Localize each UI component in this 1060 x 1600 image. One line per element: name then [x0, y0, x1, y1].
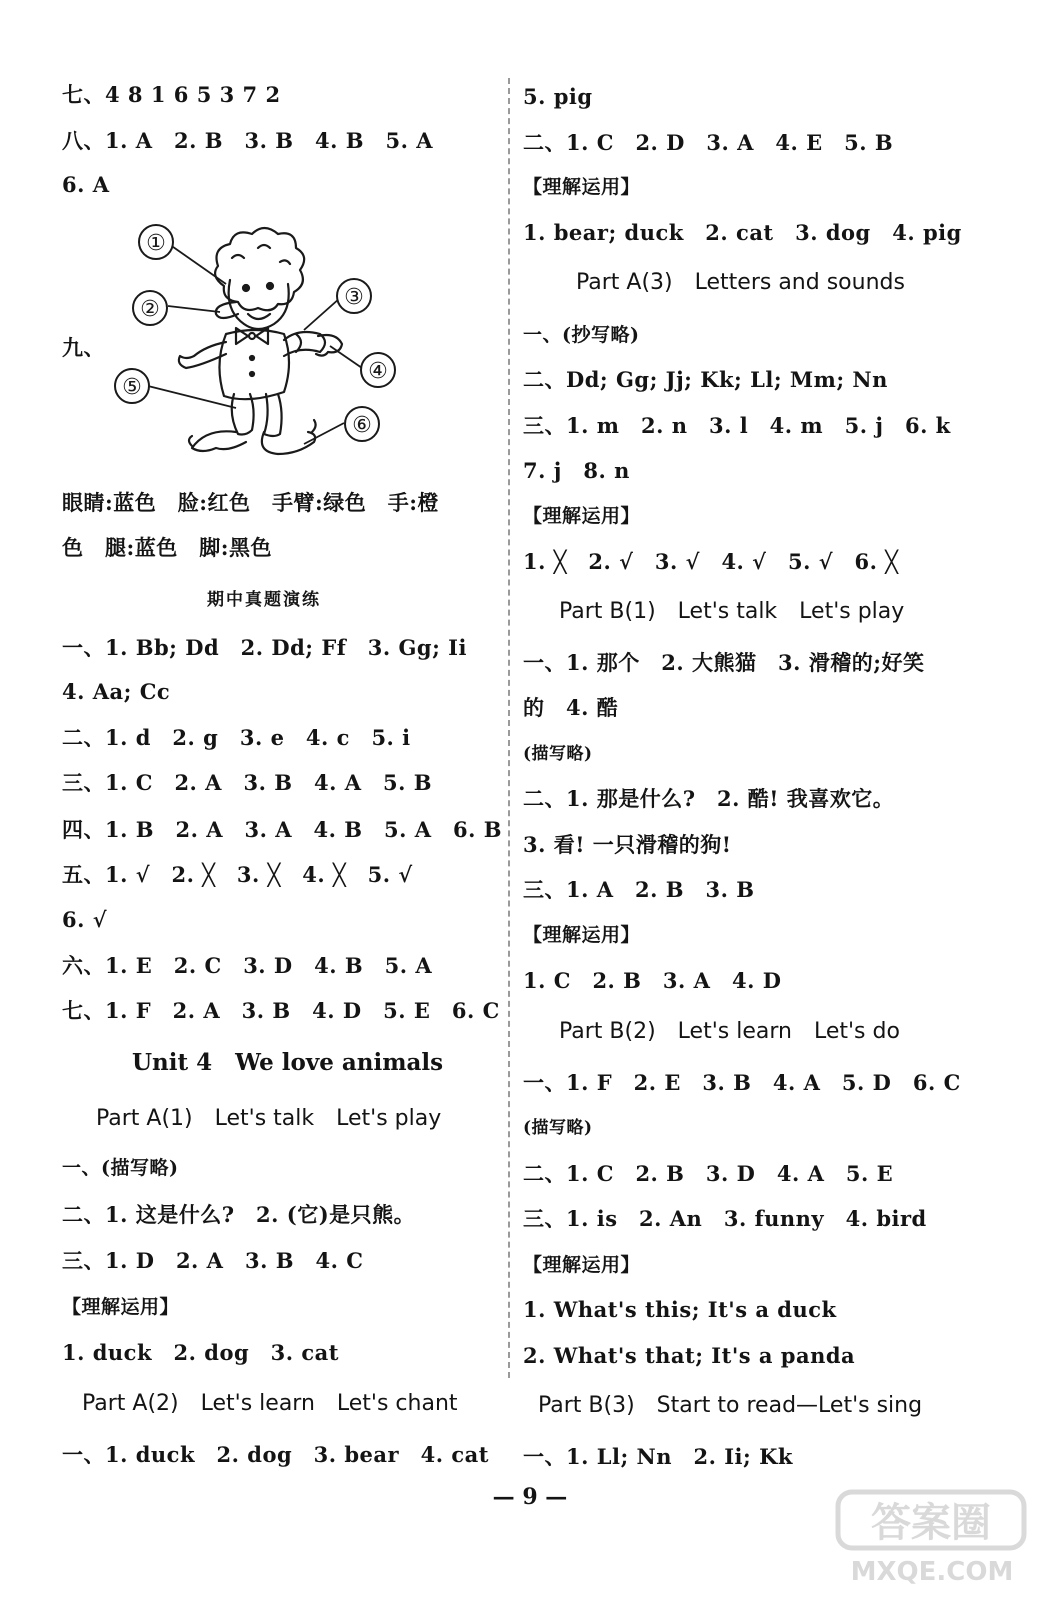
figure-label-1: ①: [146, 231, 166, 256]
answer-line: 三、1. C 2. A 3. B 4. A 5. B: [62, 770, 432, 795]
answer-line: 二、1. C 2. B 3. D 4. A 5. E: [523, 1161, 894, 1186]
answer-line: 六、1. E 2. C 3. D 4. B 5. A: [62, 953, 433, 978]
answer-line: 七、1. F 2. A 3. B 4. D 5. E 6. C: [62, 998, 500, 1023]
answer-line: 4. Aa; Cc: [62, 679, 171, 704]
answer-line: 1. bear; duck 2. cat 3. dog 4. pig: [523, 220, 962, 245]
answer-line: 一、1. F 2. E 3. B 4. A 5. D 6. C: [523, 1070, 961, 1095]
section-title: 期中真题演练: [207, 590, 321, 610]
part-heading: Part A(3) Letters and sounds: [576, 270, 905, 295]
answer-line: 1. ╳ 2. √ 3. √ 4. √ 5. √ 6. ╳: [523, 549, 899, 574]
answer-line: (描写略): [523, 1118, 593, 1138]
watermark-logo: [832, 1488, 1032, 1588]
part-heading: Part B(3) Start to read—Let's sing: [538, 1393, 923, 1418]
answer-line: 二、1. 这是什么? 2. (它)是只熊。: [62, 1202, 416, 1227]
column-divider: [508, 78, 510, 1378]
answer-line: 一、1. Bb; Dd 2. Dd; Ff 3. Gg; Ii: [62, 635, 467, 660]
answer-line: 二、1. 那是什么? 2. 酷! 我喜欢它。: [523, 786, 895, 811]
answer-line: 一、(抄写略): [523, 324, 640, 346]
answer-line: 八、1. A 2. B 3. B 4. B 5. A: [62, 128, 434, 153]
figure-label-4: ④: [368, 359, 388, 384]
figure-label-5: ⑤: [122, 375, 142, 400]
answer-line: 2. What's that; It's a panda: [523, 1343, 856, 1368]
answer-line: 1. C 2. B 3. A 4. D: [523, 968, 782, 993]
answer-line: 七、4 8 1 6 5 3 7 2: [62, 82, 281, 107]
answer-line: 眼睛:蓝色 脸:红色 手臂:绿色 手:橙: [62, 490, 440, 515]
section-label: 【理解运用】: [523, 924, 641, 946]
answer-line: 5. pig: [523, 84, 593, 109]
answer-line: 一、1. 那个 2. 大熊猫 3. 滑稽的;好笑: [523, 650, 925, 675]
answer-line: 1. duck 2. dog 3. cat: [62, 1340, 339, 1365]
figure-label-3: ③: [344, 285, 364, 310]
part-heading: Part A(1) Let's talk Let's play: [96, 1106, 442, 1131]
answer-line: 1. What's this; It's a duck: [523, 1297, 837, 1322]
answer-line: (描写略): [523, 744, 593, 764]
answer-line: 6. A: [62, 172, 110, 197]
answer-line: 四、1. B 2. A 3. A 4. B 5. A 6. B: [62, 817, 503, 842]
puppet-illustration: [108, 218, 408, 468]
answer-line: 三、1. A 2. B 3. B: [523, 877, 755, 902]
page-number: — 9 —: [492, 1484, 568, 1510]
part-heading: Part A(2) Let's learn Let's chant: [82, 1391, 458, 1416]
answer-line: 一、(描写略): [62, 1157, 179, 1179]
part-heading: Part B(2) Let's learn Let's do: [559, 1019, 900, 1044]
answer-line: 五、1. √ 2. ╳ 3. ╳ 4. ╳ 5. √: [62, 862, 413, 887]
section-label: 【理解运用】: [523, 505, 641, 527]
answer-line: 色 腿:蓝色 脚:黑色: [62, 535, 273, 560]
section-label: 【理解运用】: [62, 1296, 180, 1318]
unit-title: Unit 4 We love animals: [132, 1049, 444, 1076]
part-heading: Part B(1) Let's talk Let's play: [559, 599, 905, 624]
answer-line: 3. 看! 一只滑稽的狗!: [523, 832, 732, 857]
figure-label-2: ②: [140, 297, 160, 322]
watermark-text: 答案圈: [871, 1500, 991, 1546]
answer-line: 一、1. Ll; Nn 2. Ii; Kk: [523, 1444, 793, 1469]
watermark-url: MXQE.COM: [850, 1557, 1014, 1587]
answer-line: 三、1. is 2. An 3. funny 4. bird: [523, 1206, 927, 1231]
figure-label-6: ⑥: [352, 413, 372, 438]
answer-line: 三、1. D 2. A 3. B 4. C: [62, 1248, 364, 1273]
answer-line: 二、Dd; Gg; Jj; Kk; Ll; Mm; Nn: [523, 367, 888, 392]
answer-line: 6. √: [62, 907, 108, 932]
answer-line: 二、1. d 2. g 3. e 4. c 5. i: [62, 725, 411, 750]
section-label: 【理解运用】: [523, 176, 641, 198]
section-label: 【理解运用】: [523, 1254, 641, 1276]
answer-line: 一、1. duck 2. dog 3. bear 4. cat: [62, 1442, 489, 1467]
answer-line: 的 4. 酷: [523, 695, 619, 720]
answer-line: 二、1. C 2. D 3. A 4. E 5. B: [523, 130, 894, 155]
answer-line: 三、1. m 2. n 3. l 4. m 5. j 6. k: [523, 413, 951, 438]
question-nine-label: 九、: [62, 335, 105, 360]
answer-line: 7. j 8. n: [523, 458, 630, 483]
